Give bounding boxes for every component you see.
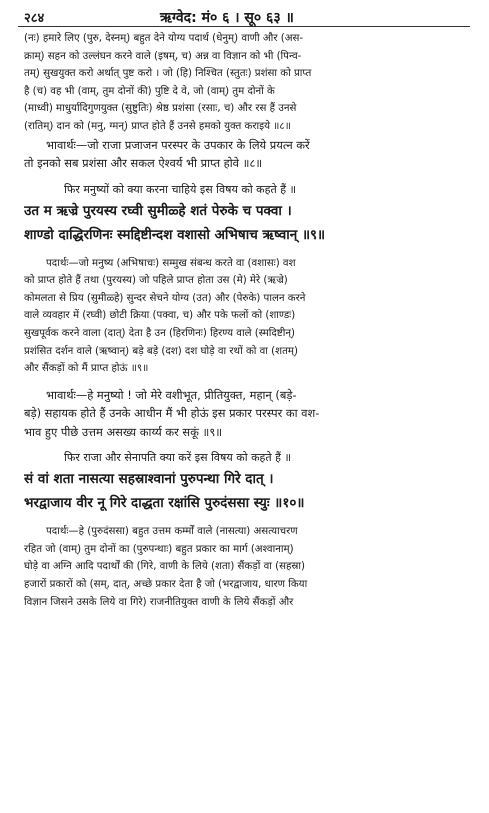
- text-line: वाले व्यवहार में (रघ्वी) छोटी क्रिया (पक्वा, च) और पके फलों को (शाण्डः): [24, 310, 296, 322]
- padartha-10: [24, 523, 462, 611]
- text-line: कोमलता से प्रिय (सुमीळ्हे) सुन्दर सेचने योग्य (उत) और (पेरुके) पालन करने: [24, 292, 306, 304]
- text-line: बड़े) सहायक होते हैं उनके आधीन मैं भी होऊं इस प्रकार परस्पर का वश-: [24, 406, 320, 421]
- text-line: हजारों प्रकारों को (सम्, दात्, अच्छे प्रकार देता है जो (भरद्वाजाय, धारण किया: [24, 579, 308, 590]
- header-rule: [18, 26, 470, 27]
- section-heading: फिर मनुष्यों को क्या करना चाहिये इस विषय को कहते हैं ॥: [64, 182, 297, 196]
- text-line: है (च) वह भी (वाम्, तुम दोनों की) पुष्टि दे वे, जो (वाम्) तुम दोनों के: [24, 85, 275, 97]
- text-line: पदार्थः—जो मनुष्य (अभिषाचः) सम्मुख संबन्ध करते वा (वशासः) वश: [46, 257, 296, 269]
- text-line: पदार्थः—हे (पुरुदंससा) बहुत उत्तम कर्म्मों वाले (नासत्या) असत्याचरण: [46, 526, 298, 538]
- text-line: भावार्थः—हे मनुष्यो ! जो मेरे वशीभूत, प्रीतियुक्त, महान् (बड़े-: [46, 387, 297, 402]
- text-line: और सैंकड़ों को मैं प्राप्त होऊं ॥९॥: [24, 363, 149, 375]
- text-line: प्रशंसित दर्शन वाले (ऋष्वान्) बड़े बड़े (दश) दश घोड़े वा रथों को वा (शतम्): [24, 345, 298, 357]
- page-number: २८४: [24, 11, 45, 26]
- text-line: (नः) हमारे लिए (पुरु, देस्नम्) बहुत देने योग्य पदार्थ (धेनुम्) वाणी और (अस-: [24, 33, 304, 44]
- mantra-line: भरद्वाजाय वीर नू गिरे दाद्धता रक्षांसि पुरुदंससा स्युः ॥१०॥: [24, 495, 305, 512]
- text-line: भावार्थः—जो राजा प्रजाजन परस्पर के उपकार के लिये प्रयत्न करें: [46, 137, 310, 152]
- bhavartha-8: [24, 136, 462, 173]
- running-head: ऋग्वेद: मं० ६ । सू० ६३ ॥: [160, 10, 294, 26]
- section-heading: फिर राजा और सेनापति क्या करें इस विषय को कहते हैं ॥: [64, 451, 292, 465]
- text-line: घोड़े वा अग्नि आदि पदार्थों की (गिरे, वाणी के लिये (शता) सैंकड़ों वा (सहस्रा): [24, 561, 305, 573]
- mantra-9: [24, 199, 462, 247]
- text-line: भाव हुए पीछे उत्तम असख्य कार्य्य कर सकूं ॥९॥: [24, 424, 223, 439]
- mantra-10: [24, 467, 462, 515]
- bhavartha-9: [24, 386, 462, 442]
- text-line: (माध्वी) माधुर्यादिगुणयुक्त (सुष्टुतिः) श्रेष्ठ प्रशंसा (रसाः, च) और रस हैं उनसे: [24, 103, 297, 115]
- text-line: तम्) सुखयुक्त करो अर्थात् पुष्ट करो । जो (हि) निश्चित (स्तुतः) प्रशंसा को प्राप्त: [24, 68, 312, 80]
- mantra-line: शाण्डो दाद्धिरणिनः स्मद्दिष्टीन्दश वशासो अभिषाच ऋष्वान् ॥९॥: [24, 226, 326, 243]
- mantra-line: उत म ऋज्रे पुरयस्य रघ्वी सुमीळ्हे शतं पेरुके च पक्वा ।: [24, 202, 292, 219]
- text-line: को प्राप्त होते हैं तथा (पुरयस्य) जो पहिले प्राप्त होता उस (मे) मेरे (ऋज्रे): [24, 275, 288, 287]
- mantra-line: सं वां शता नासत्या सहस्राश्वानां पुरुपन्था गिरे दात् ।: [24, 471, 274, 488]
- text-line: (रातिम्) दान को (मनु, ग्मन्) प्राप्त होते हैं उनसे हमको युक्त कराइये ॥८॥: [24, 120, 291, 132]
- padartha-9: [24, 255, 462, 378]
- text-line: सुखपूर्वक करने वाला (दात्) देता है उन (हिरणिनः) हिरण्य वाले (स्मदिष्टीन्): [24, 327, 296, 339]
- padartha-continued: [24, 30, 462, 136]
- text-line: विज्ञान जिसने उसके लिये वा गिरे) राजनीतियुक्त वाणी के लिये सैंकड़ों और: [24, 596, 294, 608]
- text-line: तो इनको सब प्रशंसा और सकल ऐश्वर्य भी प्राप्त होवे ॥८॥: [24, 156, 263, 171]
- page-body: [24, 30, 462, 611]
- text-line: रहित जो (वाम्) तुम दोनों का (पुरुपन्थाः) बहुत प्रकार का मार्ग (अश्वानाम्): [24, 543, 294, 555]
- text-line: क्राम्) सहन को उल्लंघन करने वाले (इषम्, च) अन्न वा विज्ञान को भी (पिन्व-: [24, 50, 302, 62]
